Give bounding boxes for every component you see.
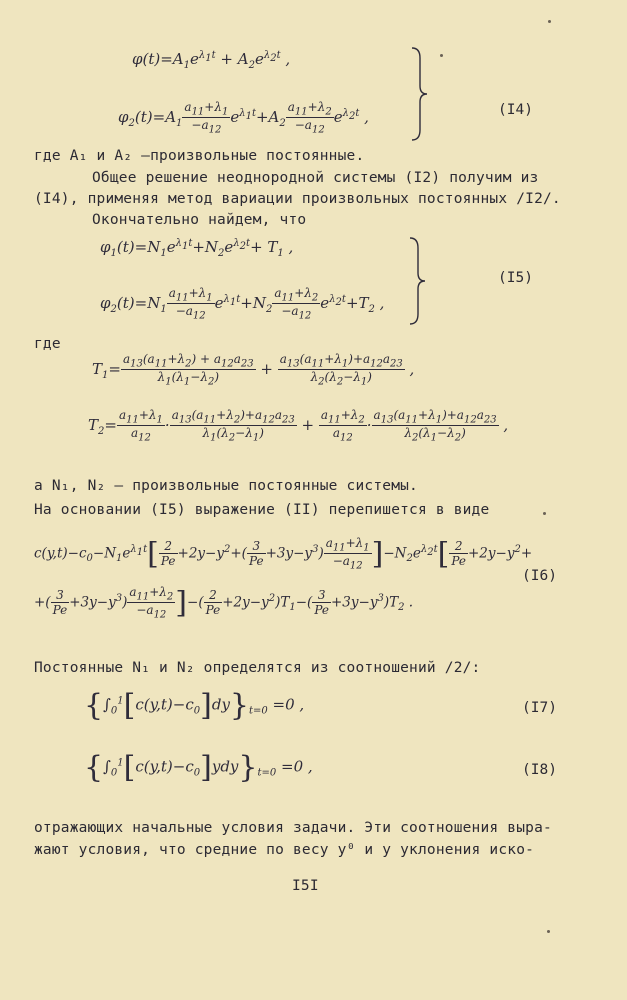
T2-formula: $T_2=$ $\frac{a_{11}+\lambda_1}{a_{12}}$ · $\frac{a_{13}(a_{11}+\lambda_2)+a_{12}a_{23}}{\lambda_1(\lambda_2-\lambda_1)}$ + $\frac{a_{11}+\lambda_2}{a_{12}}$ · $\frac{a_{13}(a_{11}+\lambda_1)+a_{12}a_{23}}{\lambda_2(\lambda_1-\lambda_2)}$ , bbox=[88, 408, 509, 444]
eq15-line2: $\varphi_2(t)=N_1$ $\frac{a_{11}+\lambda_1}{-a_{12}}$ $e^{\lambda_1t}+N_2$ $\frac{a_{11}+\lambda_2}{-a_{12}}$ $e^{\lambda_2t}+T_2$ , bbox=[100, 286, 385, 322]
eq14-line1: $\varphi(t)=A_1e^{\lambda_1t} + A_2e^{\lambda_2t}$ , bbox=[132, 50, 291, 71]
eq14-number: (I4) bbox=[498, 102, 533, 118]
eq15-brace bbox=[408, 236, 428, 326]
scan-speck bbox=[547, 930, 550, 933]
eq16-line2: +( $\frac{3}{Pe}$ $+3y-y^3$) $\frac{a_{11}+\lambda_2}{-a_{12}}$ ]−( $\frac{2}{Pe}$ $+2y-y^2)T_1-$( $\frac{3}{Pe}$ $+3y-y^3)T_2$ . bbox=[34, 585, 414, 621]
closing-line1: отражающих начальные условия задачи. Эти соотношения выра- bbox=[34, 820, 552, 836]
T1-formula: $T_1=$ $\frac{a_{13}(a_{11}+\lambda_2) + a_{12}a_{23}}{\lambda_1(\lambda_1-\lambda_2)}$ + $\frac{a_{13}(a_{11}+\lambda_1)+a_{12}a_{23}}{\lambda_2(\lambda_2-\lambda_1)}$ , bbox=[92, 352, 415, 388]
scan-speck bbox=[543, 512, 546, 515]
general-solution-line2: (I4), применяя метод вариации произвольных постоянных /I2/. bbox=[34, 191, 561, 207]
eq17-number: (I7) bbox=[522, 700, 557, 716]
where-A-line: где A₁ и A₂ –произвольные постоянные. bbox=[34, 148, 365, 164]
finally-line: Окончательно найдем, что bbox=[92, 212, 307, 228]
constants-determined-line: Постоянные N₁ и N₂ определятся из соотношений /2/: bbox=[34, 660, 481, 676]
scan-speck bbox=[548, 20, 551, 23]
eq15-number: (I5) bbox=[498, 270, 533, 286]
closing-line2: жают условия, что средние по весу y⁰ и y уклонения иско- bbox=[34, 842, 535, 858]
eq17: $\{\int_0^1[c(y,t)-c_0]dy\}_{t=0} =0$ , bbox=[84, 688, 305, 723]
eq14-line2: $\varphi_2(t)=A_1$ $\frac{a_{11}+\lambda_1}{-a_{12}}$ $e^{\lambda_1t}+A_2$ $\frac{a_{11}+\lambda_2}{-a_{12}}$ $e^{\lambda_2t}$ , bbox=[118, 100, 369, 136]
constants-N-line: а N₁, N₂ – произвольные постоянные системы. bbox=[34, 478, 418, 494]
eq14-brace bbox=[410, 46, 430, 142]
eq18-number: (I8) bbox=[522, 762, 557, 778]
scan-speck bbox=[440, 54, 443, 57]
general-solution-line1: Общее решение неоднородной системы (I2) получим из bbox=[92, 170, 539, 186]
based-on-line: На основании (I5) выражение (II) перепишется в виде bbox=[34, 502, 490, 518]
eq15-line1: $\varphi_1(t)=N_1e^{\lambda_1t}+N_2e^{\lambda_2t}+ T_1$ , bbox=[100, 238, 294, 259]
eq18: $\{\int_0^1[c(y,t)-c_0]ydy\}_{t=0} =0$ , bbox=[84, 750, 313, 785]
page-number: I5I bbox=[292, 878, 319, 894]
eq16-number: (I6) bbox=[522, 568, 557, 584]
eq16-line1: $c(y,t)-c_0-N_1e^{\lambda_1t}$[ $\frac{2}{Pe}$ $+2y-y^2+$( $\frac{3}{Pe}$ $+3y-y^3$) $\frac{a_{11}+\lambda_1}{-a_{12}}$ ]$-N_2e^{\lambda_2t}$[ $\frac{2}{Pe}$ $+2y-y^2+$ bbox=[34, 536, 533, 572]
where-T-label: где bbox=[34, 336, 61, 352]
